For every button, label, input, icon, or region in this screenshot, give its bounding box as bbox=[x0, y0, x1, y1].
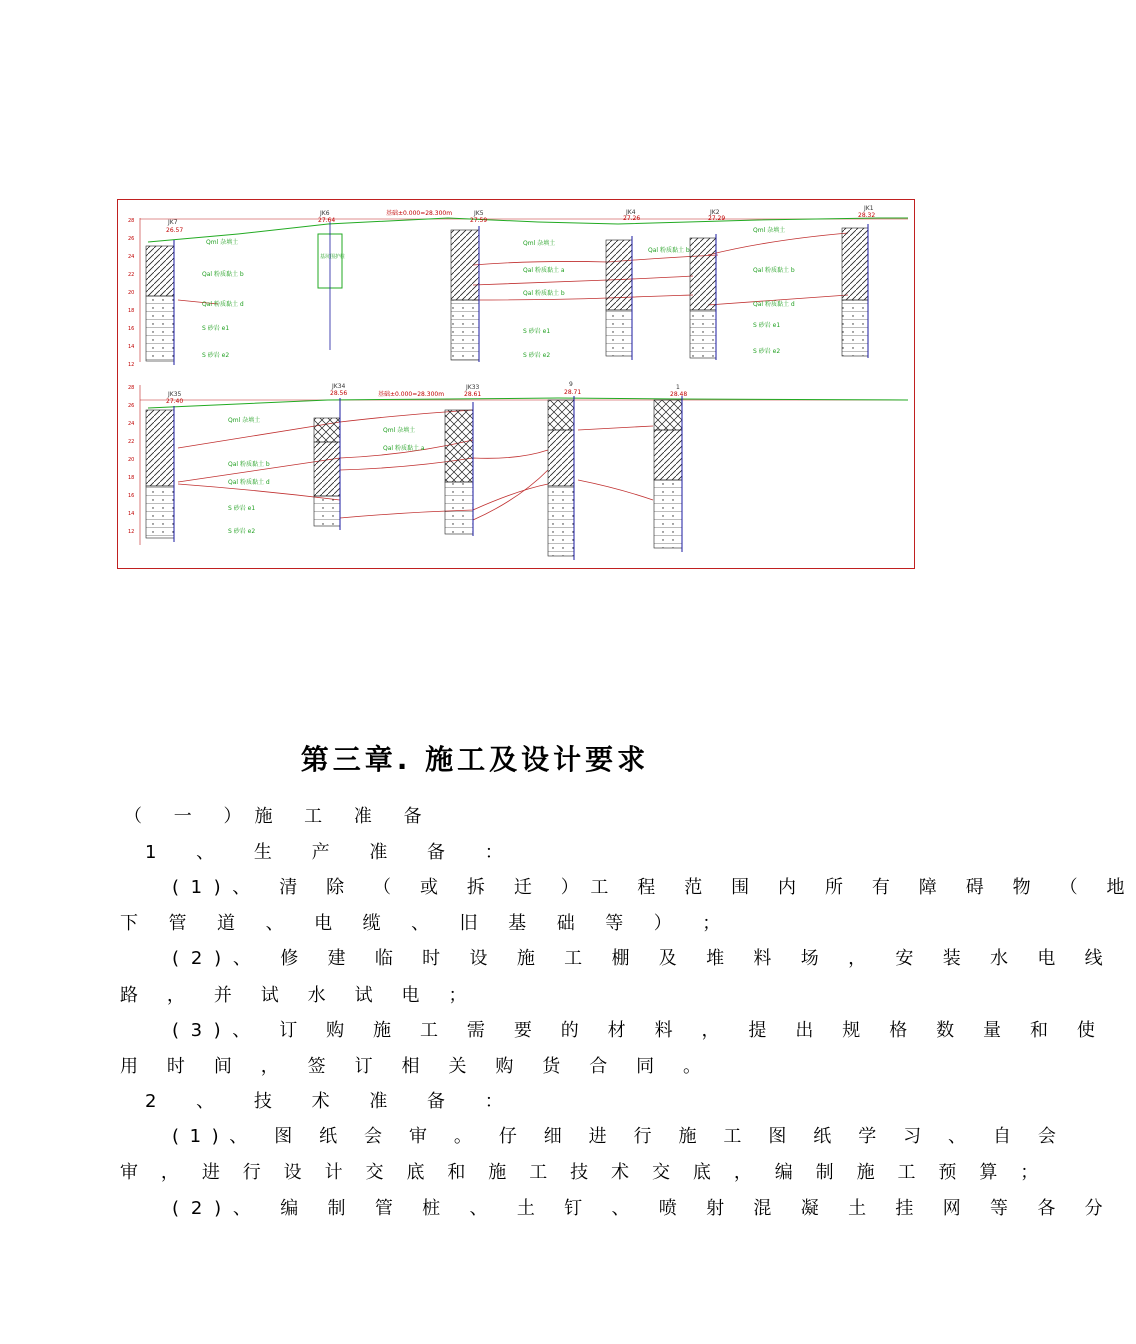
borehole-jk34-elev: 28.56 bbox=[330, 390, 348, 397]
top-tick-22: 22 bbox=[128, 272, 135, 278]
top-layer-label: Qal 粉质黏土 d bbox=[753, 301, 795, 308]
top-layer-label: Qal 粉质黏土 b bbox=[523, 290, 565, 297]
paragraph-line: (2)、 修 建 临 时 设 施 工 棚 及 堆 料 场 ， 安 装 水 电 线 bbox=[172, 948, 1115, 969]
borehole-1-id: 1 bbox=[676, 384, 680, 391]
top-tick-20: 20 bbox=[128, 290, 135, 296]
bottom-tick-12: 12 bbox=[128, 529, 135, 535]
paragraph-line: (1)、 图 纸 会 审 。 仔 细 进 行 施 工 图 纸 学 习 、 自 会 bbox=[172, 1126, 1067, 1147]
bottom-layer-label: S 砂岩 e2 bbox=[228, 528, 256, 535]
top-layer-label: Qml 杂填土 bbox=[523, 240, 556, 247]
top-layer-label: S 砂岩 e2 bbox=[523, 352, 551, 359]
borehole-jk2-id: JK2 bbox=[710, 209, 720, 216]
top-layer-label: Qml 杂填土 bbox=[206, 239, 239, 246]
paragraph-line: (2)、 编 制 管 桩 、 土 钉 、 喷 射 混 凝 土 挂 网 等 各 分 bbox=[172, 1198, 1115, 1219]
borehole-jk4 bbox=[606, 209, 640, 360]
bottom-layer-label: S 砂岩 e1 bbox=[228, 505, 256, 512]
top-datum-label: 基础±0.000=28.300m bbox=[386, 210, 453, 217]
top-layer-label: S 砂岩 e1 bbox=[202, 325, 230, 332]
borehole-jk6-id: JK6 bbox=[320, 210, 330, 217]
top-tick-12: 12 bbox=[128, 362, 135, 368]
top-layer-label: Qal 粉质黏土 b bbox=[202, 271, 244, 278]
top-tick-14: 14 bbox=[128, 344, 135, 350]
borehole-jk35-elev: 27.40 bbox=[166, 398, 184, 405]
borehole-jk5-elev: 27.59 bbox=[470, 217, 488, 224]
top-layer-label: Qal 粉质黏土 b bbox=[648, 247, 690, 254]
bottom-tick-26: 26 bbox=[128, 403, 135, 409]
paragraph-line: 审 ， 进 行 设 计 交 底 和 施 工 技 术 交 底 ， 编 制 施 工 预 算 ； bbox=[120, 1162, 1047, 1183]
borehole-jk2 bbox=[690, 209, 725, 360]
borehole-9-elev: 28.71 bbox=[564, 389, 582, 396]
bottom-tick-14: 14 bbox=[128, 511, 135, 517]
top-tick-24: 24 bbox=[128, 254, 135, 260]
bottom-layer-label: Qal 粉质黏土 b bbox=[228, 461, 270, 468]
paragraph-line: 下 管 道 、 电 缆 、 旧 基 础 等 ） ； bbox=[120, 913, 733, 934]
bottom-tick-20: 20 bbox=[128, 457, 135, 463]
top-layer-label: Qal 粉质黏土 d bbox=[202, 301, 244, 308]
bottom-ground-line bbox=[148, 398, 908, 408]
bottom-tick-18: 18 bbox=[128, 475, 135, 481]
paragraph-line: 路 ， 并 试 水 试 电 ； bbox=[120, 985, 479, 1006]
borehole-jk4-elev: 27.26 bbox=[623, 215, 641, 222]
subsection-heading: 1 、 生 产 准 备 ： bbox=[145, 842, 520, 863]
paragraph-line: (1)、 清 除 （ 或 拆 迁 ）工 程 范 围 内 所 有 障 碍 物 （ 地 bbox=[172, 877, 1136, 898]
borehole-jk33-elev: 28.61 bbox=[464, 391, 482, 398]
borehole-jk33-id: JK33 bbox=[466, 384, 480, 391]
bottom-y-ticks bbox=[128, 385, 134, 535]
top-tick-16: 16 bbox=[128, 326, 135, 332]
borehole-1-elev: 28.48 bbox=[670, 391, 688, 398]
top-layer-lines bbox=[178, 233, 848, 305]
borehole-jk1-id: JK1 bbox=[864, 205, 874, 212]
borehole-jk7-elev: 26.57 bbox=[166, 227, 184, 234]
top-layer-label: Qal 粉质黏土 b bbox=[753, 267, 795, 274]
borehole-jk7-id: JK7 bbox=[168, 219, 178, 226]
paragraph-line: (3)、 订 购 施 工 需 要 的 材 料 ， 提 出 规 格 数 量 和 使 bbox=[172, 1020, 1107, 1041]
bottom-tick-24: 24 bbox=[128, 421, 135, 427]
borehole-9-id: 9 bbox=[569, 381, 573, 388]
bottom-tick-22: 22 bbox=[128, 439, 135, 445]
borehole-jk6-elev: 27.64 bbox=[318, 217, 336, 224]
structure-label: 基坑围护桩 bbox=[320, 254, 346, 260]
borehole-jk5-id: JK5 bbox=[474, 210, 484, 217]
top-layer-label: S 砂岩 e2 bbox=[202, 352, 230, 359]
top-layer-label: S 砂岩 e1 bbox=[523, 328, 551, 335]
borehole-9 bbox=[548, 381, 581, 560]
borehole-jk35 bbox=[146, 391, 183, 542]
borehole-jk2-elev: 27.29 bbox=[708, 215, 726, 222]
bottom-layer-label: Qal 粉质黏土 d bbox=[228, 479, 270, 486]
borehole-jk6 bbox=[318, 210, 345, 350]
top-layer-label: Qal 粉质黏土 a bbox=[523, 267, 565, 274]
chapter-title: 第三章. 施工及设计要求 bbox=[300, 743, 650, 776]
bottom-section bbox=[128, 381, 908, 560]
bottom-tick-16: 16 bbox=[128, 493, 135, 499]
top-layer-label: S 砂岩 e2 bbox=[753, 348, 781, 355]
bottom-layer-label: Qal 粉质黏土 a bbox=[383, 445, 425, 452]
borehole-jk33 bbox=[445, 384, 481, 536]
top-y-ticks bbox=[128, 218, 134, 368]
borehole-jk34-id: JK34 bbox=[332, 383, 346, 390]
bottom-datum-label: 基础±0.000=28.300m bbox=[378, 391, 445, 398]
geological-section-figure bbox=[117, 199, 915, 569]
top-tick-18: 18 bbox=[128, 308, 135, 314]
borehole-1 bbox=[654, 384, 687, 552]
top-ground-line bbox=[148, 218, 908, 242]
top-layer-label: Qml 杂填土 bbox=[753, 227, 786, 234]
bottom-tick-28: 28 bbox=[128, 385, 135, 391]
section-drawing bbox=[118, 200, 914, 568]
borehole-jk5 bbox=[451, 210, 487, 362]
top-tick-28: 28 bbox=[128, 218, 135, 224]
top-tick-26: 26 bbox=[128, 236, 135, 242]
borehole-jk1-elev: 28.32 bbox=[858, 212, 876, 219]
bottom-layer-label: Qml 杂填土 bbox=[383, 427, 416, 434]
section-heading: （ 一 ）施 工 准 备 bbox=[124, 806, 435, 827]
top-section bbox=[128, 205, 908, 368]
borehole-jk4-id: JK4 bbox=[626, 209, 636, 216]
borehole-jk35-id: JK35 bbox=[168, 391, 182, 398]
bottom-layer-label: Qml 杂填土 bbox=[228, 417, 261, 424]
borehole-jk34 bbox=[314, 383, 347, 530]
subsection-heading: 2 、 技 术 准 备 ： bbox=[145, 1091, 520, 1112]
paragraph-line: 用 时 间 ， 签 订 相 关 购 货 合 同 。 bbox=[120, 1056, 713, 1077]
top-layer-label: S 砂岩 e1 bbox=[753, 322, 781, 329]
borehole-jk1 bbox=[842, 205, 875, 358]
